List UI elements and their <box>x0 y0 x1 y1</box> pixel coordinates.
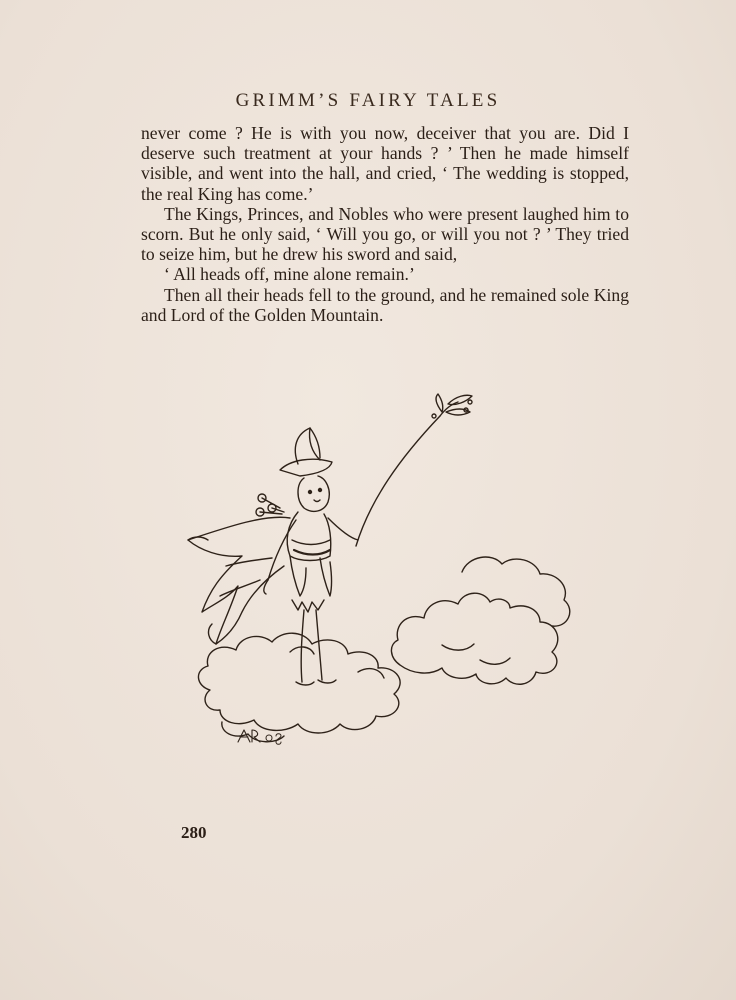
paragraph-2: The Kings, Princes, and Nobles who were present laughed him to scorn. But he only said, ‘ Will you go, or will you not ? ’ They tried to seize him, but he drew his sword and said, <box>141 203 629 265</box>
mistletoe-staff <box>356 394 472 546</box>
paragraph-4: Then all their heads fell to the ground, and he remained sole King and Lord of the Golden Mountain. <box>141 284 629 325</box>
paragraph-3: ‘ All heads off, mine alone remain.’ <box>164 264 415 285</box>
cloud-left <box>198 633 400 742</box>
paragraph-1: never come ? He is with you now, deceiver that you are. Did I deserve such treatment at your hands ? ’ Then he made himself visible, and went into the hall, and cried, ‘ The wedding is stopped, the real King has come.’ <box>141 123 629 204</box>
body-text <box>141 123 629 325</box>
page-number: 280 <box>181 823 207 842</box>
artist-signature <box>238 730 281 744</box>
cloud-right <box>391 557 569 684</box>
cape <box>188 517 290 644</box>
running-head: GRIMM’S FAIRY TALES <box>235 90 501 111</box>
figure <box>256 428 358 685</box>
illustration <box>180 390 590 755</box>
